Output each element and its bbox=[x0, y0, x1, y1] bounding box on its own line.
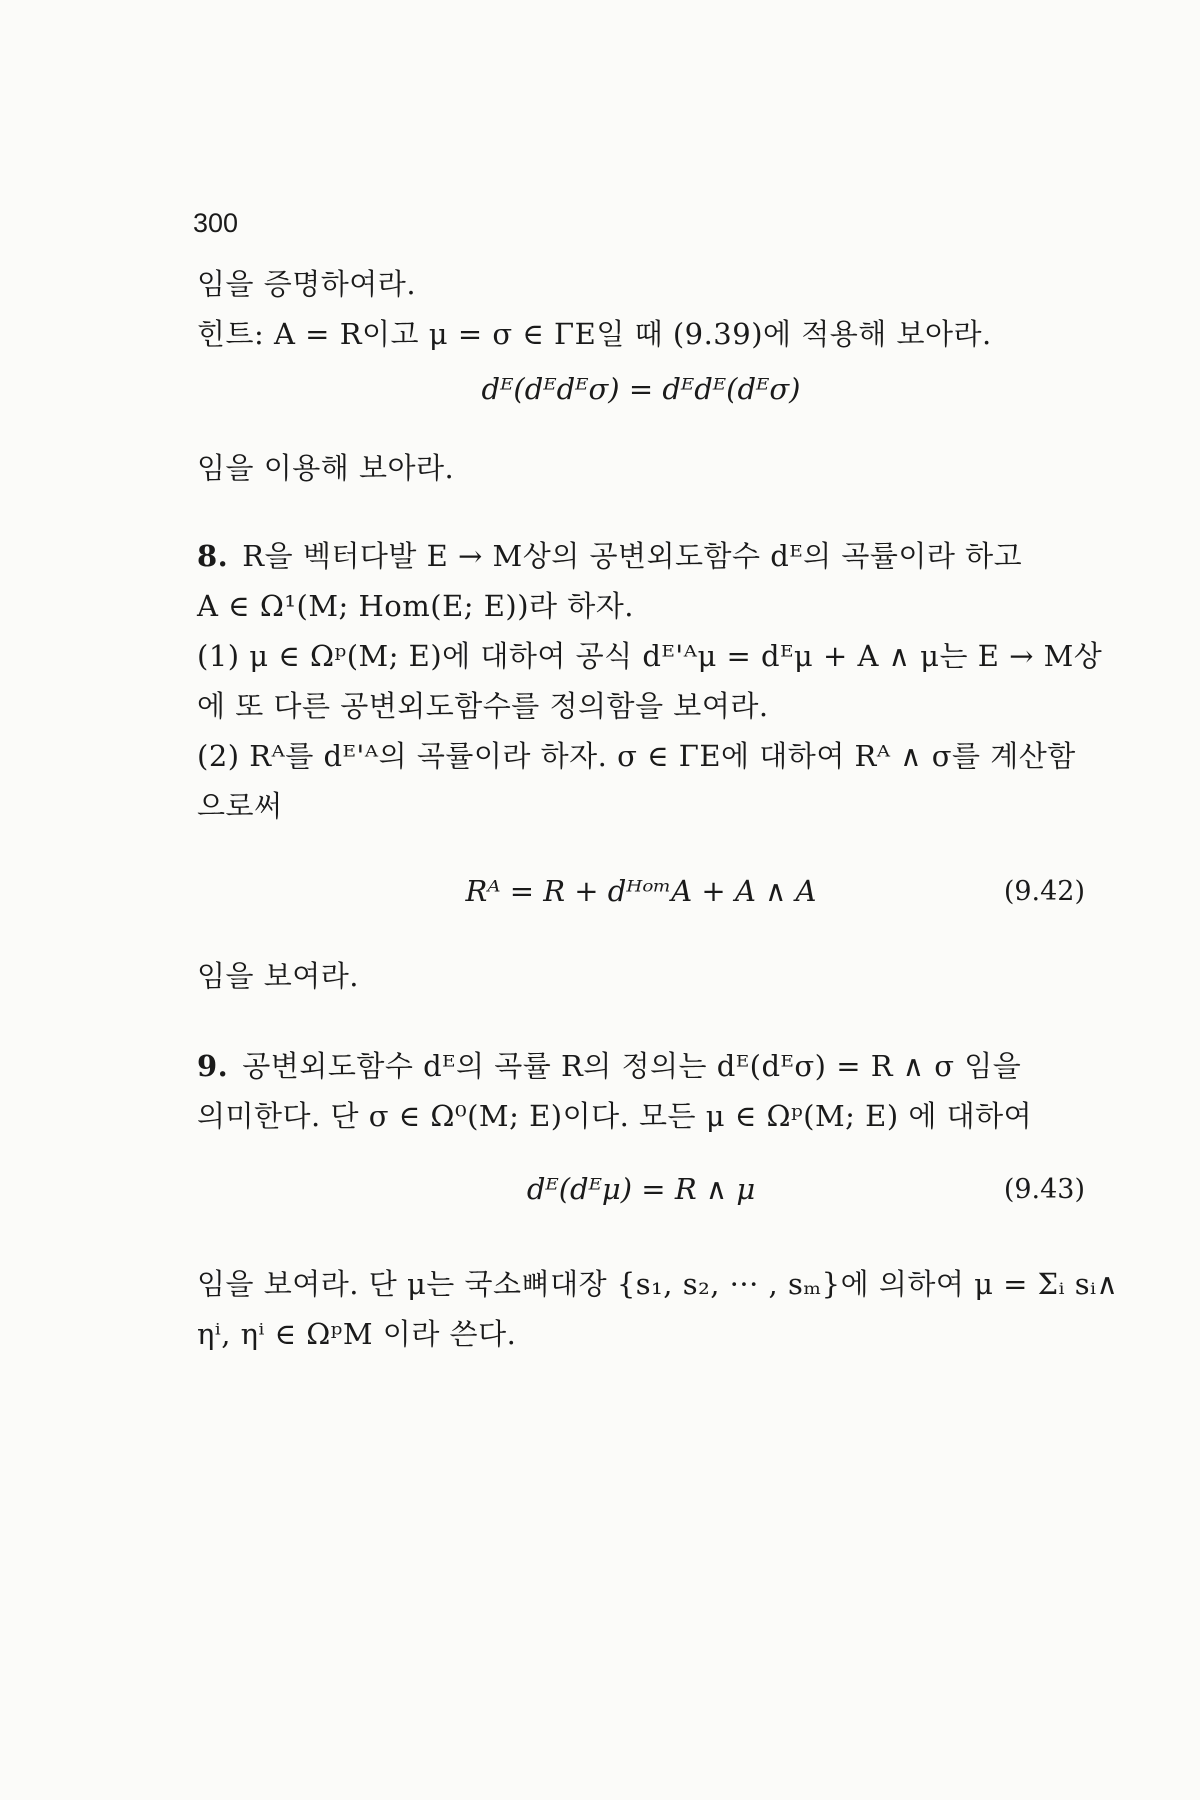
problem-8-line-3: (1) μ ∈ Ωᵖ(M; E)에 대하여 공식 dᴱ'ᴬμ = dᴱμ + A ∧ μ는 E → M상 bbox=[197, 639, 1103, 673]
problem-number: 9. bbox=[197, 1049, 229, 1083]
equation-number: (9.43) bbox=[1003, 1174, 1085, 1205]
problem-9-line-3: 임을 보여라. 단 μ는 국소뼈대장 {s₁, s₂, ··· , sₘ}에 의하여 μ = Σᵢ sᵢ∧ bbox=[197, 1267, 1119, 1301]
problem-8-line-4: 에 또 다른 공변외도함수를 정의함을 보여라. bbox=[197, 689, 769, 723]
problem-8-line-5: (2) Rᴬ를 dᴱ'ᴬ의 곡률이라 하자. σ ∈ ΓE에 대하여 Rᴬ ∧ σ를 계산함 bbox=[197, 739, 1076, 773]
text-line: 임을 증명하여라. bbox=[197, 267, 417, 301]
problem-9-line-1: 9. 공변외도함수 dᴱ의 곡률 R의 정의는 dᴱ(dᴱσ) = R ∧ σ 임을 bbox=[197, 1049, 1022, 1083]
problem-9-line-4: ηⁱ, ηⁱ ∈ ΩᵖM 이라 쓴다. bbox=[197, 1317, 517, 1351]
page-number: 300 bbox=[193, 208, 239, 238]
problem-number: 8. bbox=[197, 539, 229, 573]
problem-8-line-6: 으로써 bbox=[197, 789, 283, 823]
equation-number: (9.42) bbox=[1003, 876, 1085, 907]
equation-9-42: Rᴬ = R + dᴴᵒᵐA + A ∧ A bbox=[465, 874, 817, 908]
text-line: 임을 보여라. bbox=[197, 959, 360, 993]
equation: dᴱ(dᴱdᴱσ) = dᴱdᴱ(dᴱσ) bbox=[481, 372, 801, 406]
hint-line: 힌트: A = R이고 μ = σ ∈ ΓE일 때 (9.39)에 적용해 보아라. bbox=[197, 317, 992, 351]
problem-8-line-2: A ∈ Ω¹(M; Hom(E; E))라 하자. bbox=[197, 589, 635, 623]
problem-8-line-1: 8. R을 벡터다발 E → M상의 공변외도함수 dᴱ의 곡률이라 하고 bbox=[197, 539, 1023, 573]
equation-9-43: dᴱ(dᴱμ) = R ∧ μ bbox=[526, 1172, 756, 1206]
problem-9-line-2: 의미한다. 단 σ ∈ Ω⁰(M; E)이다. 모든 μ ∈ Ωᵖ(M; E) 에 대하여 bbox=[197, 1099, 1033, 1133]
text-line: 임을 이용해 보아라. bbox=[197, 451, 455, 485]
